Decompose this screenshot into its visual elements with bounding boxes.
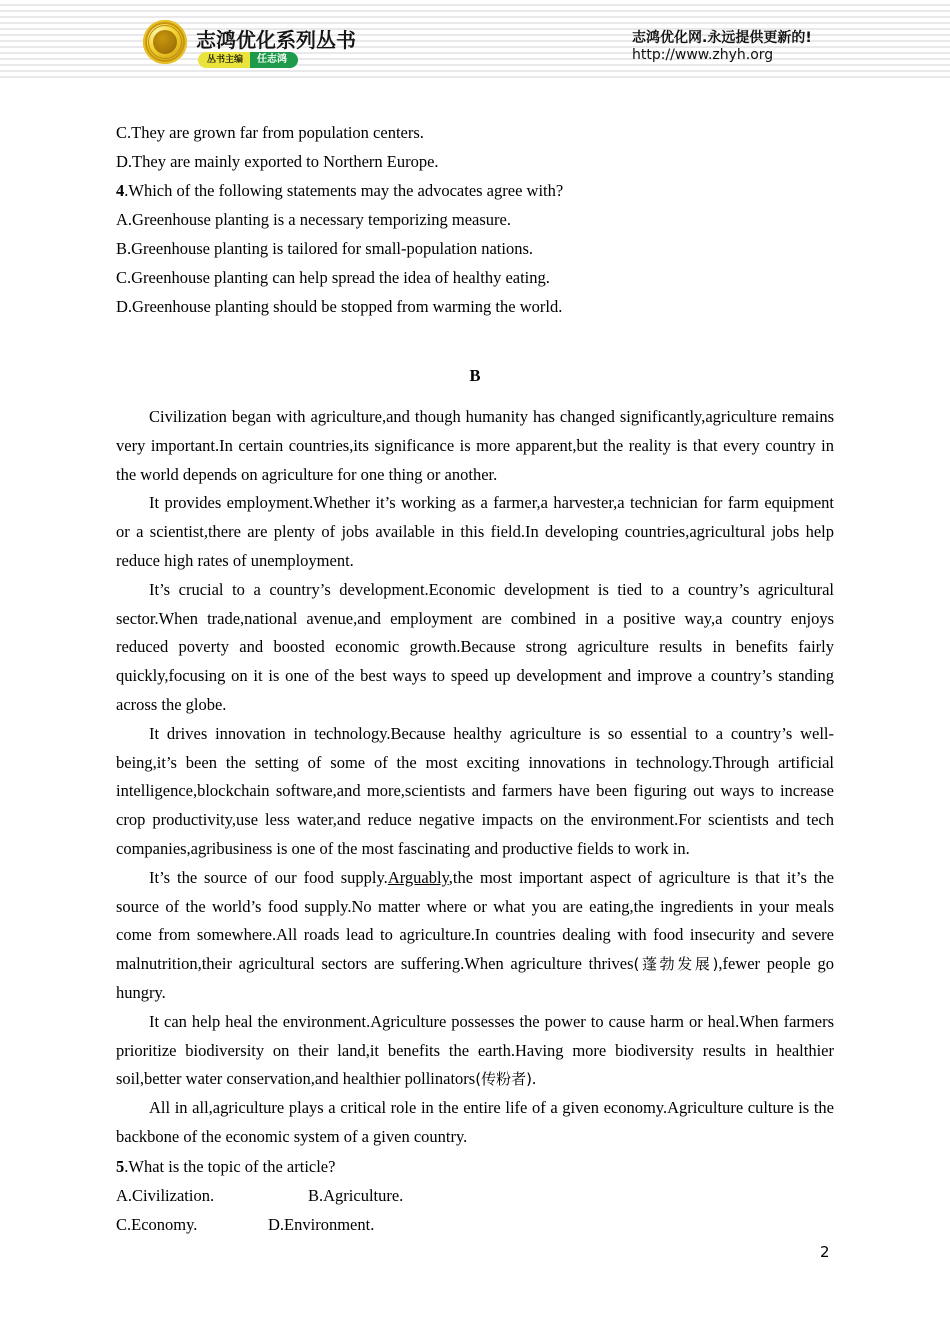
passage-text-after-underline: ,the most important aspect of agriculture is that it’s the source of the world’s food supply.No matter where or what you are eating,the ingredients in your meals come from somewhere.All roads lead to agriculture.In countries dealing with food insecurity and severe malnutrition,their agricultural sectors are suffering.When agriculture thrives [116, 867, 834, 974]
passage-paragraph-food-supply [116, 864, 834, 1008]
question-4-stem [116, 176, 834, 205]
question-4-text: .Which of the following statements may the advocates agree with? [124, 181, 564, 200]
option-row-cd [116, 1210, 834, 1239]
medallion-face [153, 30, 177, 54]
option-c: C.Economy. [116, 1214, 198, 1234]
editor-role-label: 丛书主编 [198, 52, 250, 68]
underlined-word: Arguably [387, 867, 449, 887]
passage-paragraph: It provides employment.Whether it’s working as a farmer,a harvester,a technician for farm equipment or a scientist,there are plenty of jobs available in this field.In developing countries,agricultural jobs help reduce high rates of unemployment. [116, 493, 834, 570]
option-line: D.Greenhouse planting should be stopped from warming the world. [116, 297, 563, 316]
section-label: B [469, 366, 481, 385]
brand-title: 志鸿优化系列丛书 [196, 28, 356, 52]
page-header [0, 0, 950, 80]
chinese-gloss: (蓬勃发展) [633, 955, 719, 974]
option-line: C.Greenhouse planting can help spread the idea of healthy eating. [116, 268, 550, 287]
question-5-number: 5 [116, 1156, 125, 1176]
passage-paragraph-conclusion: All in all,agriculture plays a critical role in the entire life of a given economy.Agriculture culture is the backbone of the economic system of a given country. [116, 1098, 834, 1146]
question-5-text: .What is the topic of the article? [124, 1156, 336, 1176]
passage-text-before-underline: It’s the source of our food supply. [149, 867, 388, 887]
passage-text-tail: ,fewer people go hungry. [116, 954, 834, 1002]
option-row-ab [116, 1181, 834, 1210]
passage-text-before-gloss: It can help heal the environment.Agriculture possesses the power to cause harm or heal.When farmers prioritize biodiversity on their land,it benefits the earth.Having more biodiversity results in healthier soil,better water conservation,and healthier pollinators [116, 1011, 834, 1089]
site-promo-text: 志鸿优化网.永远提供更新的! [632, 30, 812, 46]
option-d: D.Environment. [268, 1214, 375, 1234]
option-line: D.They are mainly exported to Northern Europe. [116, 152, 439, 171]
page-number: 2 [820, 1243, 830, 1261]
question-4-number: 4 [116, 181, 125, 200]
gold-medallion-icon [143, 20, 187, 64]
page-header-band [0, 0, 950, 80]
passage-text-tail: . [531, 1069, 537, 1089]
passage-paragraph: Civilization began with agriculture,and though humanity has changed significantly,agriculture remains very important.In certain countries,its significance is more apparent,but the reality is that every country in the world depends on agriculture for one thing or another. [116, 407, 834, 484]
document-body [116, 118, 834, 1239]
option-b: B.Agriculture. [308, 1185, 404, 1205]
passage-paragraph: It drives innovation in technology.Because healthy agriculture is so essential to a country’s well-being,it’s been the setting of some of the most exciting innovations in technology.Through artificial intelligence,blockchain software,and more,scientists and farmers have been figuring out ways to increase crop productivity,use less water,and reduce negative impacts on the environment.For scientists and tech companies,agribusiness is one of the most fascinating and productive fields to work in. [116, 723, 834, 858]
chinese-gloss: (传粉者) [475, 1070, 532, 1089]
site-url-text: http://www.zhyh.org [632, 47, 774, 63]
option-line: B.Greenhouse planting is tailored for small-population nations. [116, 239, 534, 258]
question-5-stem [116, 1152, 834, 1181]
passage-paragraph-environment [116, 1008, 834, 1094]
option-line: A.Greenhouse planting is a necessary temporizing measure. [116, 210, 511, 229]
passage-paragraph: It’s crucial to a country’s development.Economic development is tied to a country’s agricultural sector.When trade,national avenue,and employment are combined in a positive way,a country enjoys reduced poverty and boosted economic growth.Because strong agriculture results in benefits fairly quickly,focusing on it is one of the best ways to speed up development and improve a country’s standing across the globe. [116, 579, 834, 714]
editor-credit [198, 52, 298, 68]
option-line: C.They are grown far from population centers. [116, 123, 424, 142]
editor-name-label: 任志鸿 [250, 52, 298, 68]
option-a: A.Civilization. [116, 1185, 215, 1205]
